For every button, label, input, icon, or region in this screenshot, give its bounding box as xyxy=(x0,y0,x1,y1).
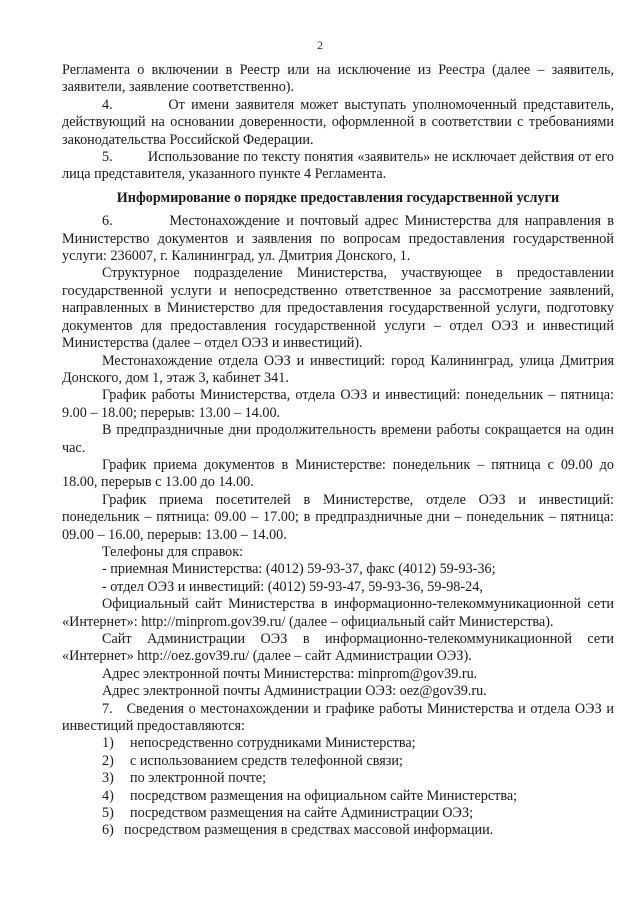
paragraph-docs-schedule: График приема документов в Министерстве: понедельник – пятница с 09.00 до 18.00, перерыв с 13.00 до 14.00. xyxy=(62,456,614,491)
list-item-text: посредством размещения на сайте Администрации ОЭЗ; xyxy=(130,805,474,822)
list-item-text: непосредственно сотрудниками Министерства; xyxy=(130,735,416,752)
list-item-number: 6) xyxy=(102,822,114,839)
paragraph-5: 5. Использование по тексту понятия «заявитель» не исключает действия от его лица представителя, указанного пункте 4 Регламента. xyxy=(62,149,614,183)
paragraph-4: 4. От имени заявителя может выступать уполномоченный представитель, действующий на основании доверенности, оформленной в соответствии с требованиями законодательства Российской Федерации. xyxy=(62,96,614,148)
paragraph-7: 7. Сведения о местонахождении и графике работы Министерства и отдела ОЭЗ и инвестиций предоставляются: xyxy=(62,700,614,735)
list-item xyxy=(62,770,614,787)
paragraph-site-ministry: Официальный сайт Министерства в информационно-телекоммуникационной сети «Интернет»: http://minprom.gov39.ru/ (далее – официальный сайт Министерства). xyxy=(62,596,614,630)
paragraph-email-admin: Адрес электронной почты Администрации ОЭЗ: oez@gov39.ru. xyxy=(102,683,487,700)
paragraph-structural-unit: Структурное подразделение Министерства, участвующее в предоставлении государственной услуги и непосредственно ответственное за рассмотрение заявлений, направленных в Министерство для предоставления государственной услуги, подготовку документов для предоставления государственной услуги – отдел ОЭЗ и инвестиций Министерства (далее – отдел ОЭЗ и инвестиций). xyxy=(62,265,614,352)
document-body xyxy=(62,62,614,840)
list-item-number: 5) xyxy=(102,805,114,822)
paragraph-continuation: Регламента о включении в Реестр или на исключение из Реестра (далее – заявитель, заявители, заявление соответственно). xyxy=(62,62,614,96)
list-item-number: 4) xyxy=(102,787,114,804)
list-item-text: с использованием средств телефонной связи; xyxy=(130,752,403,769)
list-item xyxy=(62,788,614,805)
page-number: 2 xyxy=(317,38,323,52)
phones-list xyxy=(62,561,614,596)
list-item-text: по электронной почте; xyxy=(130,770,267,787)
paragraph-work-schedule: График работы Министерства, отдела ОЭЗ и инвестиций: понедельник – пятница: 9.00 – 18.00; перерыв: 13.00 – 14.00. xyxy=(62,387,614,421)
list-item-number: 1) xyxy=(102,735,114,752)
paragraph-email-ministry: Адрес электронной почты Министерства: minprom@gov39.ru. xyxy=(102,665,478,682)
section-heading: Информирование о порядке предоставления государственной услуги xyxy=(116,189,560,206)
paragraph-site-admin: Сайт Администрации ОЭЗ в информационно-телекоммуникационной сети «Интернет» http://oez.gov39.ru/ (далее – сайт Администрации ОЭЗ). xyxy=(62,631,614,665)
info-channels-list xyxy=(62,735,614,839)
list-item xyxy=(62,753,614,770)
list-item xyxy=(62,805,614,822)
phones-title: Телефоны для справок: xyxy=(102,543,244,560)
paragraph-location: Местонахождение отдела ОЭЗ и инвестиций: город Калининград, улица Дмитрия Донского, дом 1, этаж 3, кабинет 341. xyxy=(62,352,614,386)
list-item-text: посредством размещения в средствах массовой информации. xyxy=(124,822,494,839)
paragraph-6: 6. Местонахождение и почтовый адрес Министерства для направления в Министерство документов и заявления по вопросам предоставления государственной услуги: 236007, г. Калининград, ул. Дмитрия Донского, 1. xyxy=(62,213,614,265)
list-item-number: 3) xyxy=(102,770,114,787)
phone-item: - отдел ОЭЗ и инвестиций: (4012) 59-93-47, 59-93-36, 59-98-24, xyxy=(102,578,483,595)
list-item xyxy=(62,822,614,839)
list-item-number: 2) xyxy=(102,752,114,769)
phone-item: - приемная Министерства: (4012) 59-93-37, факс (4012) 59-93-36; xyxy=(102,561,496,578)
paragraph-visitors-schedule: График приема посетителей в Министерстве, отделе ОЭЗ и инвестиций: понедельник – пятница: 09.00 – 17.00; в предпраздничные дни – понедельник – пятница: 09.00 – 16.00, перерыв: 13.00 – 14.00. xyxy=(62,491,614,543)
list-item xyxy=(62,735,614,752)
list-item-text: посредством размещения на официальном сайте Министерства; xyxy=(130,787,518,804)
paragraph-preholiday: В предпраздничные дни продолжительность времени работы сокращается на один час. xyxy=(62,422,614,456)
